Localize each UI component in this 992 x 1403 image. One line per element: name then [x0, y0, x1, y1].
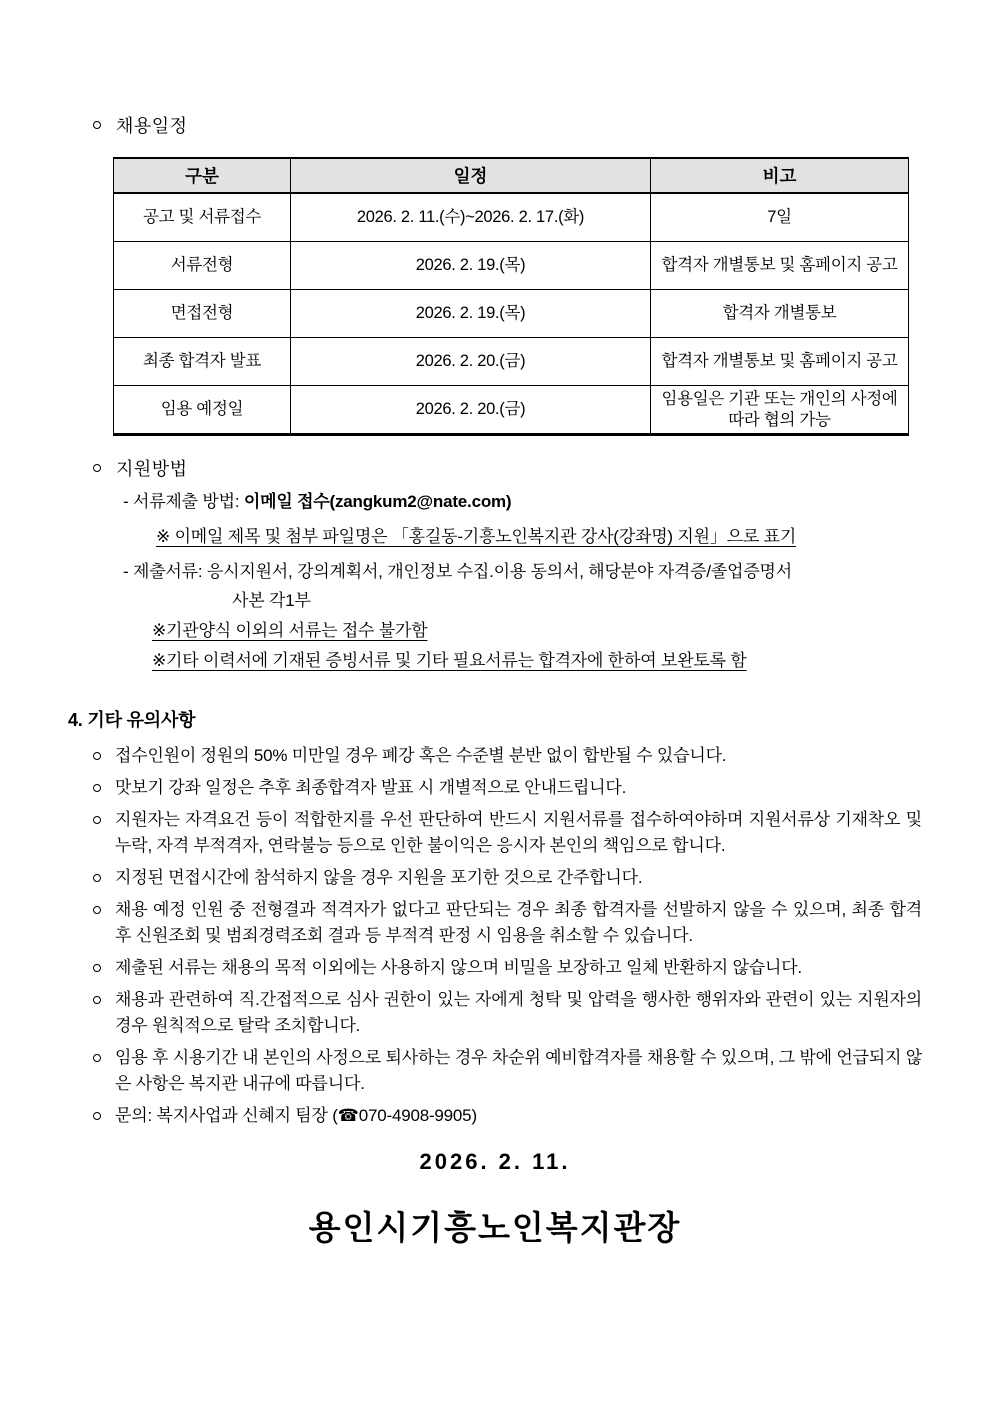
notice-item-text: 맛보기 강좌 일정은 추후 최종합격자 발표 시 개별적으로 안내드립니다. [115, 778, 627, 797]
cell-category: 최종 합격자 발표 [114, 338, 291, 386]
list-item [93, 955, 922, 981]
table-row [114, 193, 909, 242]
method-email-bold: 이메일 접수(zangkum2@nate.com) [243, 492, 512, 511]
circle-bullet-icon [93, 964, 101, 972]
circle-bullet-icon [93, 906, 101, 914]
schedule-title-text: 채용일정 [116, 116, 188, 136]
notice-section-heading: 4. 기타 유의사항 [68, 710, 196, 730]
circle-bullet-icon [93, 996, 101, 1004]
notice-item-contact: 문의: 복지사업과 신혜지 팀장 (☎070-4908-9905) [115, 1106, 477, 1125]
cell-remark: 합격자 개별통보 및 홈페이지 공고 [651, 242, 909, 290]
method-submission-prefix: - 서류제출 방법: [123, 492, 244, 511]
cell-category: 임용 예정일 [114, 386, 291, 435]
cell-date: 2026. 2. 11.(수)~2026. 2. 17.(화) [291, 193, 651, 242]
document-signer: 용인시기흥노인복지관장 [308, 1209, 682, 1246]
method-note-email-format: ※ 이메일 제목 및 첨부 파일명은 「홍길동-기흥노인복지관 강사(강좌명) 지원」으로 표기 [156, 527, 797, 546]
application-method-section [68, 455, 922, 675]
notice-item-text: 채용 예정 인원 중 전형결과 적격자가 없다고 판단되는 경우 최종 합격자를 선발하지 않을 수 있으며, 최종 합격 후 신원조회 및 범죄경력조회 결과 등 부적격 판정 시 임용을 취소할 수 있습니다. [115, 900, 922, 945]
cell-date: 2026. 2. 20.(금) [291, 338, 651, 386]
method-line-documents-cont: 사본 각1부 [232, 591, 311, 610]
cell-date: 2026. 2. 19.(목) [291, 242, 651, 290]
cell-remark: 합격자 개별통보 및 홈페이지 공고 [651, 338, 909, 386]
document-date: 2026. 2. 11. [419, 1149, 571, 1174]
cell-category: 서류전형 [114, 242, 291, 290]
col-header-date: 일정 [291, 158, 651, 193]
list-item [93, 1045, 922, 1097]
circle-bullet-icon [93, 784, 101, 792]
cell-date: 2026. 2. 20.(금) [291, 386, 651, 435]
schedule-section-title [93, 112, 922, 138]
col-header-remark: 비고 [651, 158, 909, 193]
method-section-title [93, 455, 922, 481]
notice-item-text: 지원자는 자격요건 등이 적합한지를 우선 판단하여 반드시 지원서류를 접수하여야하며 지원서류상 기재착오 및 누락, 자격 부적격자, 연락불능 등으로 인한 불이익은 응시자 본인의 책임으로 합니다. [115, 810, 922, 855]
list-item [93, 865, 922, 891]
method-note-form-only: ※기관양식 이외의 서류는 접수 불가함 [152, 621, 428, 640]
table-row [114, 242, 909, 290]
circle-bullet-icon [93, 1112, 101, 1120]
circle-bullet-icon [93, 1054, 101, 1062]
col-header-category: 구분 [114, 158, 291, 193]
schedule-table [113, 157, 909, 436]
method-line-submission [123, 488, 922, 516]
notice-item-text: 제출된 서류는 채용의 목적 이외에는 사용하지 않으며 비밀을 보장하고 일체 반환하지 않습니다. [115, 958, 802, 977]
cell-date: 2026. 2. 19.(목) [291, 290, 651, 338]
schedule-table-header-row [114, 158, 909, 193]
list-item [93, 987, 922, 1039]
circle-bullet-icon [93, 752, 101, 760]
method-note-supplement: ※기타 이력서에 기재된 증빙서류 및 기타 필요서류는 합격자에 한하여 보완토록 함 [152, 651, 747, 670]
list-item [93, 807, 922, 859]
circle-bullet-icon [93, 874, 101, 882]
notice-item-text: 채용과 관련하여 직.간접적으로 심사 권한이 있는 자에게 청탁 및 압력을 행사한 행위자와 관련이 있는 지원자의 경우 원칙적으로 탈락 조치합니다. [115, 990, 922, 1035]
list-item [93, 897, 922, 949]
table-row [114, 338, 909, 386]
cell-category: 공고 및 서류접수 [114, 193, 291, 242]
cell-remark: 임용일은 기관 또는 개인의 사정에 따라 협의 가능 [651, 386, 909, 435]
list-item [93, 1103, 922, 1129]
list-item [93, 775, 922, 801]
method-line-documents: - 제출서류: 응시지원서, 강의계획서, 개인정보 수집.이용 동의서, 해당분야 자격증/졸업증명서 [123, 562, 792, 581]
list-item [93, 743, 922, 769]
notice-item-text: 지정된 면접시간에 참석하지 않을 경우 지원을 포기한 것으로 간주합니다. [115, 868, 643, 887]
cell-remark: 7일 [651, 193, 909, 242]
table-row [114, 290, 909, 338]
cell-remark: 합격자 개별통보 [651, 290, 909, 338]
notice-item-text: 접수인원이 정원의 50% 미만일 경우 폐강 혹은 수준별 분반 없이 합반될 수 있습니다. [115, 746, 727, 765]
notice-item-text: 임용 후 시용기간 내 본인의 사정으로 퇴사하는 경우 차순위 예비합격자를 채용할 수 있으며, 그 밖에 언급되지 않은 사항은 복지관 내규에 따릅니다. [115, 1048, 922, 1093]
notice-items-list [68, 743, 922, 1129]
method-title-text: 지원방법 [116, 459, 188, 479]
circle-bullet-icon [93, 816, 101, 824]
circle-bullet-icon [93, 464, 101, 472]
circle-bullet-icon [93, 121, 101, 129]
cell-category: 면접전형 [114, 290, 291, 338]
table-row [114, 386, 909, 435]
